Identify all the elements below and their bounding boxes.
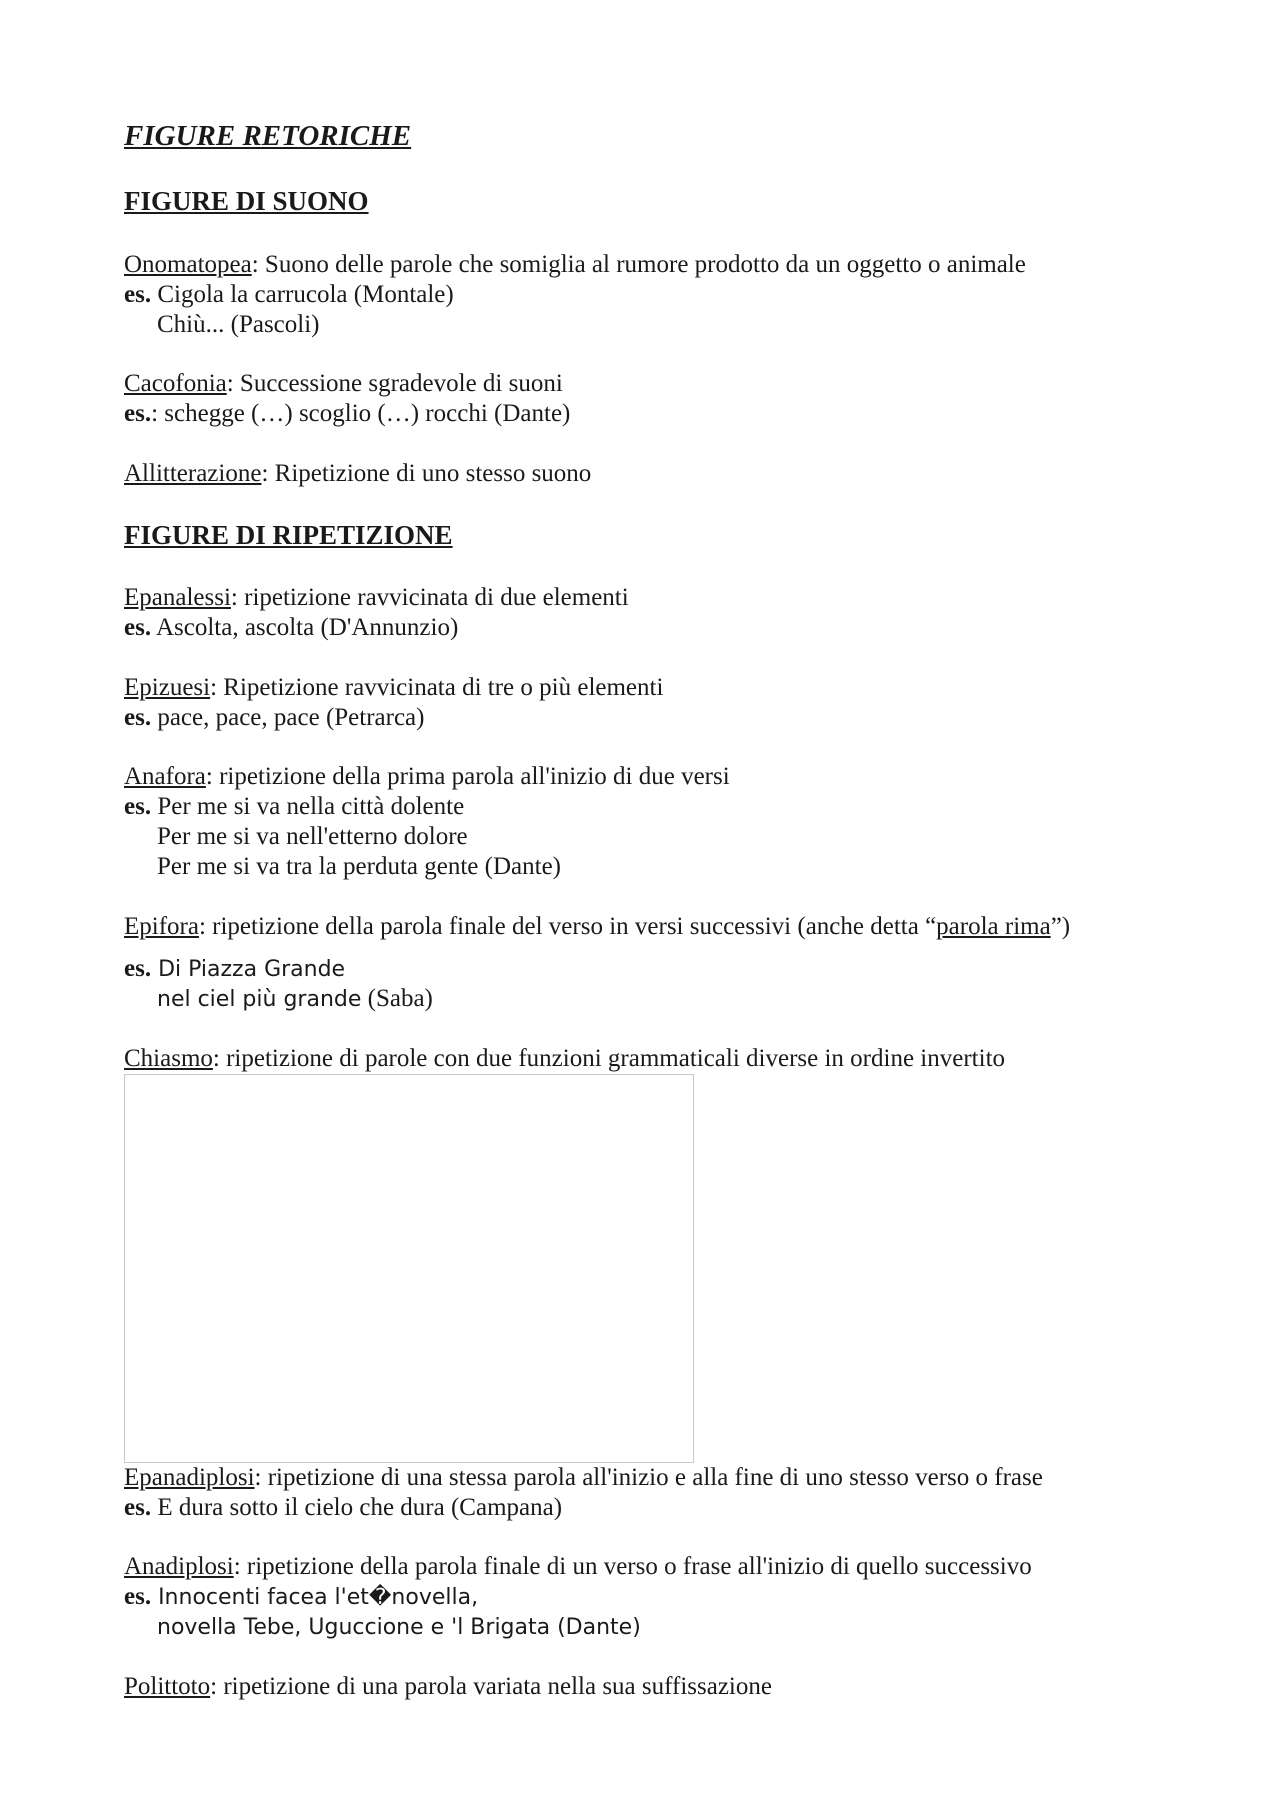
example-text: pace, pace, pace (Petrarca): [151, 704, 425, 731]
term-anadiplosi: Anadiplosi: [124, 1553, 234, 1580]
example-source: (Saba): [361, 985, 433, 1012]
example-epifora-1: [124, 956, 345, 981]
definition-anadiplosi: : ripetizione della parola finale di un verso o frase all'inizio di quello successivo: [233, 1553, 1032, 1580]
document-title: FIGURE RETORICHE: [124, 120, 412, 152]
example-text: Per me si va nella città dolente: [151, 793, 465, 820]
entry-epizuesi: [124, 675, 663, 700]
term-epifora: Epifora: [124, 913, 199, 940]
term-poliptoto: Polittoto: [124, 1673, 211, 1700]
example-epifora-2: [157, 986, 433, 1011]
entry-epanalessi: [124, 585, 629, 610]
definition-epifora-end: ”): [1050, 913, 1071, 940]
example-anadiplosi-2: [157, 1614, 641, 1639]
es-label: es.: [124, 1494, 152, 1521]
definition-cacofonia: : Successione sgradevole di suoni: [226, 370, 563, 397]
term-epanalessi: Epanalessi: [124, 584, 231, 611]
example-text: Ascolta, ascolta (D'Annunzio): [151, 614, 459, 641]
example-epizuesi-1: [124, 705, 424, 730]
example-epanadiplosi-1: [124, 1495, 562, 1520]
example-text: Cigola la carrucola (Montale): [151, 281, 454, 308]
es-label: es.: [124, 614, 152, 641]
example-anafora-3: Per me si va tra la perduta gente (Dante): [157, 853, 561, 880]
definition-allitterazione: : Ripetizione di uno stesso suono: [261, 460, 592, 487]
term-onomatopea: Onomatopea: [124, 251, 252, 278]
entry-allitterazione: [124, 461, 591, 486]
example-epanalessi-1: [124, 615, 458, 640]
example-onomatopea-1: [124, 282, 454, 307]
example-text: Innocenti facea l'et�novella,: [151, 1585, 479, 1610]
entry-poliptoto: [124, 1674, 772, 1699]
entry-cacofonia: [124, 371, 563, 396]
example-text: E dura sotto il cielo che dura (Campana): [151, 1494, 563, 1521]
definition-poliptoto: : ripetizione di una parola variata nella sua suffissazione: [210, 1673, 772, 1700]
entry-onomatopea: [124, 252, 1026, 277]
es-label: es.: [124, 1583, 152, 1610]
example-text: Di Piazza Grande: [151, 957, 346, 982]
term-chiasmo: Chiasmo: [124, 1045, 213, 1072]
es-label: es.: [124, 955, 152, 982]
es-label: es.: [124, 793, 152, 820]
definition-anafora: : ripetizione della prima parola all'inizio di due versi: [205, 763, 730, 790]
entry-epifora: [124, 914, 1070, 939]
section-heading-suono: FIGURE DI SUONO: [124, 186, 369, 216]
term-anafora: Anafora: [124, 763, 206, 790]
definition-epifora: : ripetizione della parola finale del verso in versi successivi (anche detta “: [198, 913, 937, 940]
definition-epanadiplosi: : ripetizione di una stessa parola all'inizio e alla fine di uno stesso verso o frase: [254, 1464, 1043, 1491]
es-label: es.: [124, 400, 152, 427]
es-label: es.: [124, 704, 152, 731]
example-text: nel ciel più grande: [157, 987, 362, 1012]
es-label: es.: [124, 281, 152, 308]
example-anadiplosi-1: [124, 1584, 478, 1609]
definition-epanalessi: : ripetizione ravvicinata di due elementi: [230, 584, 629, 611]
term-epizuesi: Epizuesi: [124, 674, 211, 701]
entry-epanadiplosi: [124, 1465, 1043, 1490]
example-cacofonia-1: [124, 401, 570, 426]
term-cacofonia: Cacofonia: [124, 370, 227, 397]
term-allitterazione: Allitterazione: [124, 460, 262, 487]
example-anafora-1: [124, 794, 464, 819]
entry-chiasmo: [124, 1046, 1005, 1071]
example-text: : schegge (…) scoglio (…) rocchi (Dante): [151, 400, 571, 427]
definition-chiasmo: : ripetizione di parole con due funzioni grammaticali diverse in ordine invertito: [212, 1045, 1006, 1072]
section-heading-ripetizione: FIGURE DI RIPETIZIONE: [124, 520, 453, 550]
example-anafora-2: Per me si va nell'etterno dolore: [157, 823, 468, 850]
entry-anadiplosi: [124, 1554, 1032, 1579]
entry-anafora: [124, 764, 730, 789]
example-onomatopea-2: Chiù... (Pascoli): [157, 311, 320, 338]
term-parola-rima: parola rima: [936, 913, 1051, 940]
definition-onomatopea: : Suono delle parole che somiglia al rumore prodotto da un oggetto o animale: [251, 251, 1026, 278]
example-text: novella Tebe, Uguccione e 'l Brigata (Dante): [157, 1615, 641, 1640]
definition-epizuesi: : Ripetizione ravvicinata di tre o più elementi: [210, 674, 664, 701]
term-epanadiplosi: Epanadiplosi: [124, 1464, 255, 1491]
image-placeholder: [124, 1074, 694, 1463]
